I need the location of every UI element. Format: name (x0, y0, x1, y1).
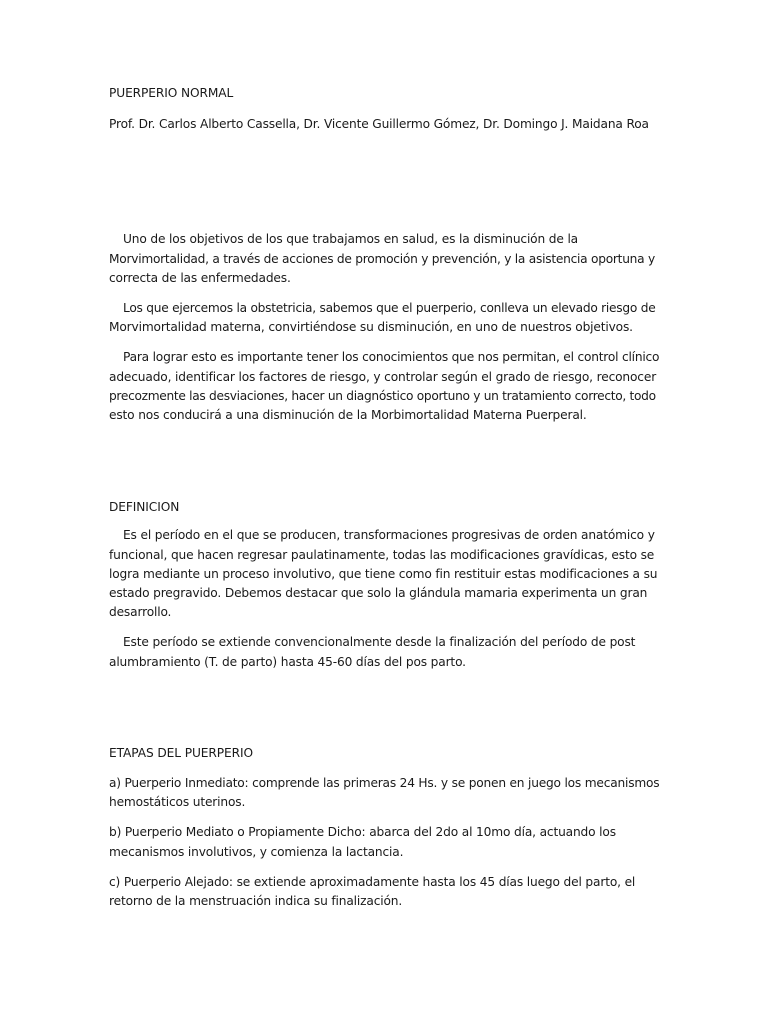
text-line: precozmente las desviaciones, hacer un diagnóstico oportuno y un tratamiento correcto, todo (109, 388, 656, 403)
intro-paragraph-3 (109, 348, 660, 425)
text-line: estado pregravido. Debemos destacar que solo la glándula mamaria experimenta un gran (109, 586, 648, 601)
etapa-a-paragraph (109, 774, 660, 812)
etapa-b-paragraph (109, 823, 657, 861)
text-line: funcional, que hacen regresar paulatinamente, todas las modificaciones gravídicas, esto se (109, 547, 655, 562)
text-line: desarrollo. (109, 605, 172, 620)
text-line: Es el período en el que se producen, transformaciones progresivas de orden anatómico y (123, 528, 655, 543)
text-line: Para lograr esto es importante tener los conocimientos que nos permitan, el control clínico (123, 350, 660, 365)
text-line: b) Puerperio Mediato o Propiamente Dicho: abarca del 2do al 10mo día, actuando los (109, 825, 616, 840)
text-line: Los que ejercemos la obstetricia, sabemos que el puerperio, conlleva un elevado riesgo de (123, 301, 656, 316)
intro-paragraph-2 (109, 299, 657, 337)
text-line: alumbramiento (T. de parto) hasta 45-60 días del pos parto. (109, 654, 466, 669)
intro-paragraph-1 (109, 230, 657, 288)
authors-line: Prof. Dr. Carlos Alberto Cassella, Dr. Vicente Guillermo Gómez, Dr. Domingo J. Maidana Roa (109, 117, 649, 132)
text-line: Este período se extiende convencionalmente desde la finalización del período de post (123, 635, 636, 650)
text-line: Morvimortalidad materna, convirtiéndose su disminución, en uno de nuestros objetivos. (109, 320, 633, 335)
text-line: hemostáticos uterinos. (109, 795, 246, 810)
text-line: Uno de los objetivos de los que trabajamos en salud, es la disminución de la (123, 232, 579, 247)
etapa-c-paragraph (109, 873, 657, 911)
text-line: esto nos conducirá a una disminución de la Morbimortalidad Materna Puerperal. (109, 408, 587, 423)
section-heading-etapas: ETAPAS DEL PUERPERIO (109, 745, 253, 760)
definicion-paragraph-1 (109, 526, 657, 622)
text-line: Morvimortalidad, a través de acciones de promoción y prevención, y la asistencia oportuna y (109, 251, 655, 266)
section-heading-definicion: DEFINICION (109, 500, 180, 515)
text-line: correcta de las enfermedades. (109, 270, 291, 285)
text-line: logra mediante un proceso involutivo, que tiene como fin restituir estas modificaciones a su (109, 566, 658, 581)
text-line: retorno de la menstruación indica su finalización. (109, 894, 403, 909)
text-line: a) Puerperio Inmediato: comprende las primeras 24 Hs. y se ponen en juego los mecanismos (109, 776, 660, 791)
text-line: adecuado, identificar los factores de riesgo, y controlar según el grado de riesgo, reconocer (109, 369, 657, 384)
document-page (109, 84, 660, 911)
text-line: mecanismos involutivos, y comienza la lactancia. (109, 844, 404, 859)
text-line: c) Puerperio Alejado: se extiende aproximadamente hasta los 45 días luego del parto, el (109, 874, 636, 889)
document-title: PUERPERIO NORMAL (109, 86, 234, 100)
definicion-paragraph-2 (109, 633, 657, 671)
